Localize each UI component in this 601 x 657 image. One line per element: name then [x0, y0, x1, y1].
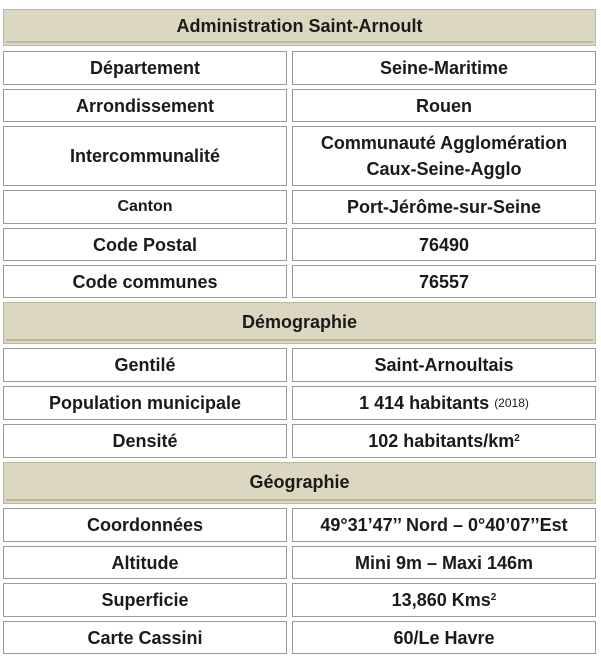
densite-value: 102 habitants/km: [368, 431, 515, 451]
section-demographie: [3, 302, 596, 344]
row-label: Département: [3, 51, 287, 85]
table-row: [3, 583, 596, 617]
row-value: [292, 126, 596, 186]
value-line-1: Communauté Agglomération: [320, 133, 568, 153]
section-heading: Géographie: [249, 471, 350, 492]
row-value: 60/Le Havre: [292, 621, 596, 654]
table-row: [3, 508, 596, 542]
row-value: 13,860 Kms $^2$: [292, 583, 596, 617]
row-label: Gentilé: [3, 348, 287, 382]
row-label: Population municipale: [3, 386, 287, 420]
section-geographie: [3, 462, 596, 504]
table-row: [3, 51, 596, 85]
row-value: [292, 386, 596, 420]
section-heading: Démographie: [241, 311, 358, 332]
population-value: 1 414 habitants: [359, 393, 490, 413]
row-label: Coordonnées: [3, 508, 287, 542]
value-line-2: Caux-Seine-Agglo: [366, 159, 522, 179]
row-label: Code communes: [3, 265, 287, 298]
row-value: Seine-Maritime: [292, 51, 596, 85]
section-row: [3, 462, 596, 504]
section-row: [3, 302, 596, 344]
row-value: 49°31’47’’ Nord – 0°40’07’’Est: [292, 508, 596, 542]
row-value: 76490: [292, 228, 596, 261]
row-label: Densité: [3, 424, 287, 458]
table-row: [3, 386, 596, 420]
population-year: (2018): [494, 396, 529, 410]
row-label: Superficie: [3, 583, 287, 617]
page-title: Administration Saint-Arnoult: [176, 16, 423, 36]
table-row: [3, 126, 596, 186]
row-label: Carte Cassini: [3, 621, 287, 654]
row-value: Saint-Arnoultais: [292, 348, 596, 382]
row-label: Code Postal: [3, 228, 287, 261]
table-row: [3, 228, 596, 261]
table-row: [3, 348, 596, 382]
row-value: Rouen: [292, 89, 596, 122]
table-row: [3, 546, 596, 579]
row-value: Mini 9m – Maxi 146m: [292, 546, 596, 579]
table-row: [3, 265, 596, 298]
row-value: 102 habitants/km $^2$: [292, 424, 596, 458]
table-row: [3, 621, 596, 654]
table-row: [3, 190, 596, 224]
row-value: Port-Jérôme-sur-Seine: [292, 190, 596, 224]
table-row: [3, 89, 596, 122]
superficie-value: 13,860 Kms: [391, 590, 491, 610]
row-label: Intercommunalité: [3, 126, 287, 186]
section-title: [3, 9, 596, 46]
title-row: [3, 9, 596, 46]
table-row: [3, 424, 596, 458]
row-label: Arrondissement: [3, 89, 287, 122]
row-label: Canton: [3, 190, 287, 224]
row-value: 76557: [292, 265, 596, 298]
row-label: Altitude: [3, 546, 287, 579]
